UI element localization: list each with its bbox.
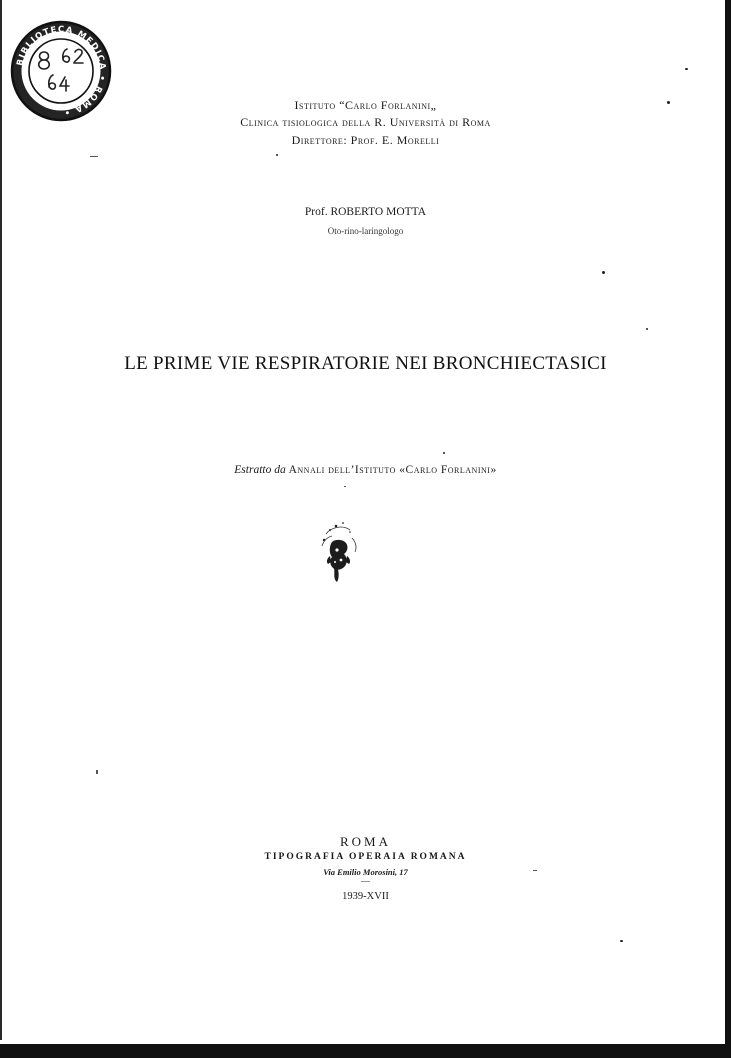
scan-mark	[90, 156, 98, 157]
scan-speck	[620, 940, 623, 942]
institute-name: Istituto “Carlo Forlanini„	[294, 98, 437, 112]
director-line: Direttore: Prof. E. Morelli	[291, 133, 440, 147]
extract-prefix: Estratto da	[234, 464, 286, 476]
scan-mark	[344, 486, 346, 487]
scan-bottom-edge	[0, 1044, 731, 1058]
imprint-year: 1939-XVII	[342, 891, 389, 902]
clinic-name: Clinica tisiologica della R. Università di Roma	[240, 115, 491, 129]
scan-speck	[646, 328, 648, 330]
scan-mark	[533, 870, 537, 871]
scan-speck	[685, 68, 688, 70]
scan-speck	[443, 452, 445, 454]
stamp-handwritten-number	[39, 49, 83, 91]
stamp-ring-text: BIBLIOTECA MEDICA • ROMA •	[15, 24, 108, 118]
imprint-address: Via Emilio Morosini, 17	[323, 867, 408, 877]
scan-mark	[96, 770, 98, 774]
author-specialty: Oto-rino-laringologo	[327, 226, 404, 236]
extract-source: Annali dell’Istituto «Carlo Forlanini»	[288, 464, 497, 476]
document-title: LE PRIME VIE RESPIRATORIE NEI BRONCHIECTASICI	[124, 353, 607, 374]
scan-speck	[602, 271, 605, 274]
extract-line	[0, 464, 731, 476]
scan-speck	[276, 154, 278, 156]
printer-emblem	[306, 512, 370, 590]
author-name: Prof. ROBERTO MOTTA	[304, 206, 427, 218]
imprint-separator: —	[361, 876, 370, 886]
imprint-city: ROMA	[339, 834, 391, 849]
scan-speck	[667, 101, 670, 104]
imprint-printer: TIPOGRAFIA OPERAIA ROMANA	[264, 852, 467, 862]
